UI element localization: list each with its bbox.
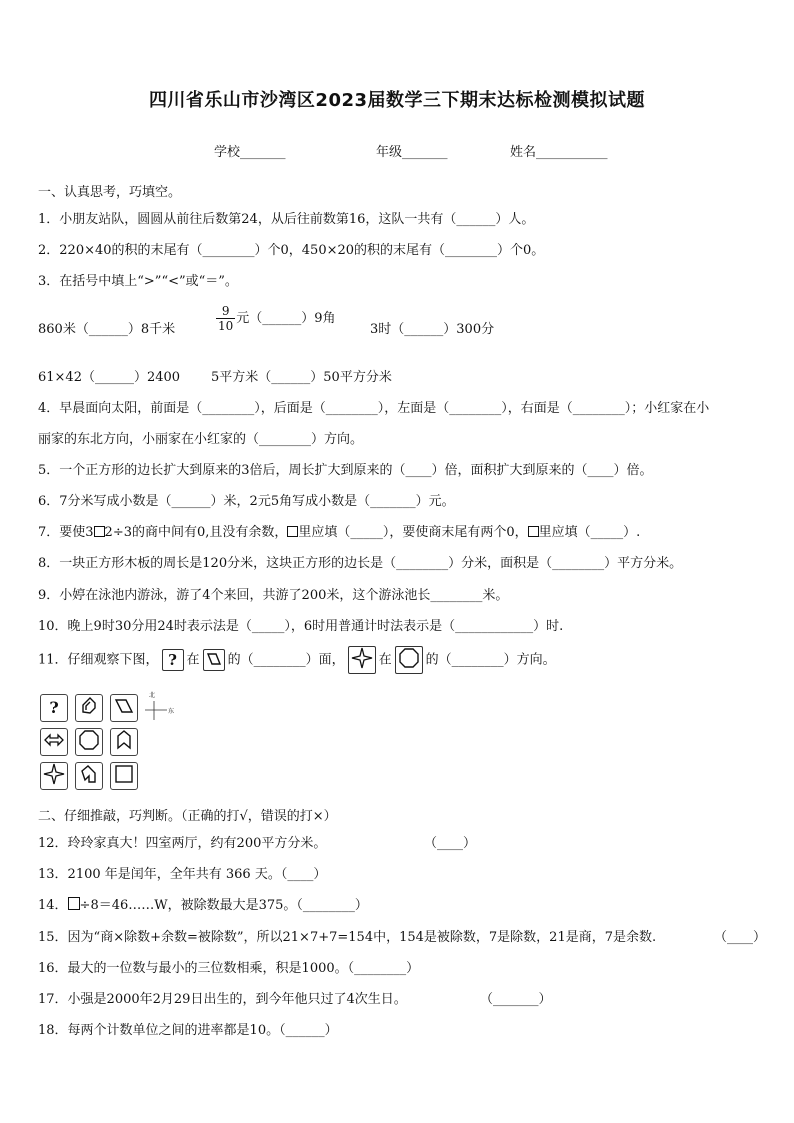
q11-pre: 11．仔细观察下图， xyxy=(38,652,159,668)
school-field: 学校_______ xyxy=(214,145,286,160)
question-13: 13．2100 年是闰年，全年共有 366 天。（____） xyxy=(38,867,327,882)
square-blank-icon xyxy=(68,897,80,910)
grid-hook-shape-icon xyxy=(75,762,103,790)
question-mark-icon: ? xyxy=(162,649,184,671)
grid-question-mark-icon: ? xyxy=(40,694,68,722)
section-1-heading: 一、认真思考，巧填空。 xyxy=(38,185,182,200)
question-15: 15．因为“商×除数+余数=被除数”，所以21×7+7=154中，154是被除数，7是除数，21是商，7是余数. xyxy=(38,930,657,945)
grid-double-arrow-icon xyxy=(40,728,68,756)
question-5: 5．一个正方形的边长扩大到原来的3倍后，周长扩大到原来的（____）倍，面积扩大到原来的（____）倍。 xyxy=(38,463,653,478)
q3-compare-b-rest: 元（______）9角 xyxy=(236,311,336,326)
section-2-heading: 二、仔细推敲，巧判断。（正确的打√，错误的打×） xyxy=(38,809,337,824)
q7-mid: 2÷3的商中间有0,且没有余数， xyxy=(104,525,288,540)
question-9: 9．小婷在泳池内游泳，游了4个来回，共游了200米，这个游泳池长________米。 xyxy=(38,588,509,603)
question-4-line-2: 丽家的东北方向，小丽家在小红家的（________）方向。 xyxy=(38,432,364,447)
fraction xyxy=(216,304,235,333)
question-8: 8．一块正方形木板的周长是120分米，这块正方形的边长是（________）分米，面积是（________）平方分米。 xyxy=(38,556,683,571)
page-title: 四川省乐山市沙湾区2023届数学三下期末达标检测模拟试题 xyxy=(148,90,646,111)
q7-pre: 7．要使3 xyxy=(38,525,94,540)
question-12-blank: （____） xyxy=(424,836,477,851)
question-6: 6．7分米写成小数是（______）米，2元5角写成小数是（_______）元。 xyxy=(38,494,455,509)
q11-in2: 在 xyxy=(378,652,392,668)
four-point-star-icon xyxy=(348,646,376,674)
fraction-denominator: 10 xyxy=(218,319,234,333)
q3-compare-e: 5平方米（______）50平方分米 xyxy=(211,370,392,385)
q3-compare-b xyxy=(216,304,336,333)
question-3: 3．在括号中填上“>”“<”或“＝”。 xyxy=(38,274,238,289)
question-10: 10．晚上9时30分用24时表示法是（_____），6时用普通计时法表示是（____________）时. xyxy=(38,619,564,634)
question-17-blank: （_______） xyxy=(480,992,552,1007)
parallelogram-icon xyxy=(203,649,225,671)
question-14 xyxy=(38,894,368,913)
question-4-line-1: 4．早晨面向太阳，前面是（________），后面是（________），左面是（________），右面是（________）；小红家在小 xyxy=(38,401,710,416)
question-11 xyxy=(38,646,556,674)
name-field: 姓名___________ xyxy=(510,145,608,160)
q7-post: 里应填（_____）. xyxy=(538,525,641,540)
square-blank-icon xyxy=(287,526,298,537)
square-blank-icon xyxy=(94,526,105,537)
question-7 xyxy=(38,521,640,540)
question-16: 16．最大的一位数与最小的三位数相乘，积是1000。（________） xyxy=(38,961,420,976)
octagon-icon xyxy=(395,646,423,674)
grid-four-point-star-icon xyxy=(40,762,68,790)
question-15-blank: （____） xyxy=(714,930,767,945)
grid-octagon-icon xyxy=(75,728,103,756)
q14-label: 14． xyxy=(38,898,68,913)
q7-mid2: 里应填（_____），要使商末尾有两个0， xyxy=(298,525,528,540)
q14-expr: ÷8＝46……W，被除数最大是375。（________） xyxy=(79,898,368,913)
grid-parallelogram-icon xyxy=(110,694,138,722)
question-17: 17．小强是2000年2月29日出生的，到今年他只过了4次生日。 xyxy=(38,992,407,1007)
q11-mid: 的（________）面， xyxy=(227,652,345,668)
question-18: 18．每两个计数单位之间的进率都是10。（______） xyxy=(38,1023,338,1038)
grid-square-icon xyxy=(110,762,138,790)
compass-icon xyxy=(143,692,175,722)
q3-compare-a: 860米（______）8千米 xyxy=(38,322,176,337)
grid-leaf-shape-icon xyxy=(75,694,103,722)
fraction-numerator: 9 xyxy=(216,304,235,319)
question-2: 2．220×40的积的末尾有（________）个0，450×20的积的末尾有（________）个0。 xyxy=(38,243,545,258)
grid-bookmark-icon xyxy=(110,728,138,756)
question-1: 1．小朋友站队，圆圆从前往后数第24，从后往前数第16，这队一共有（______）人。 xyxy=(38,212,535,227)
q11-post: 的（________）方向。 xyxy=(425,652,556,668)
question-12: 12．玲玲家真大！四室两厅，约有200平方分米。 xyxy=(38,836,327,851)
q11-in1: 在 xyxy=(186,652,200,668)
q3-compare-c: 3时（______）300分 xyxy=(370,322,495,337)
grade-field: 年级_______ xyxy=(376,145,448,160)
square-blank-icon xyxy=(528,526,539,537)
compass-north-label: 北 xyxy=(149,692,156,699)
q3-compare-d: 61×42（______）2400 xyxy=(38,370,181,385)
compass-east-label: 东 xyxy=(168,708,175,715)
